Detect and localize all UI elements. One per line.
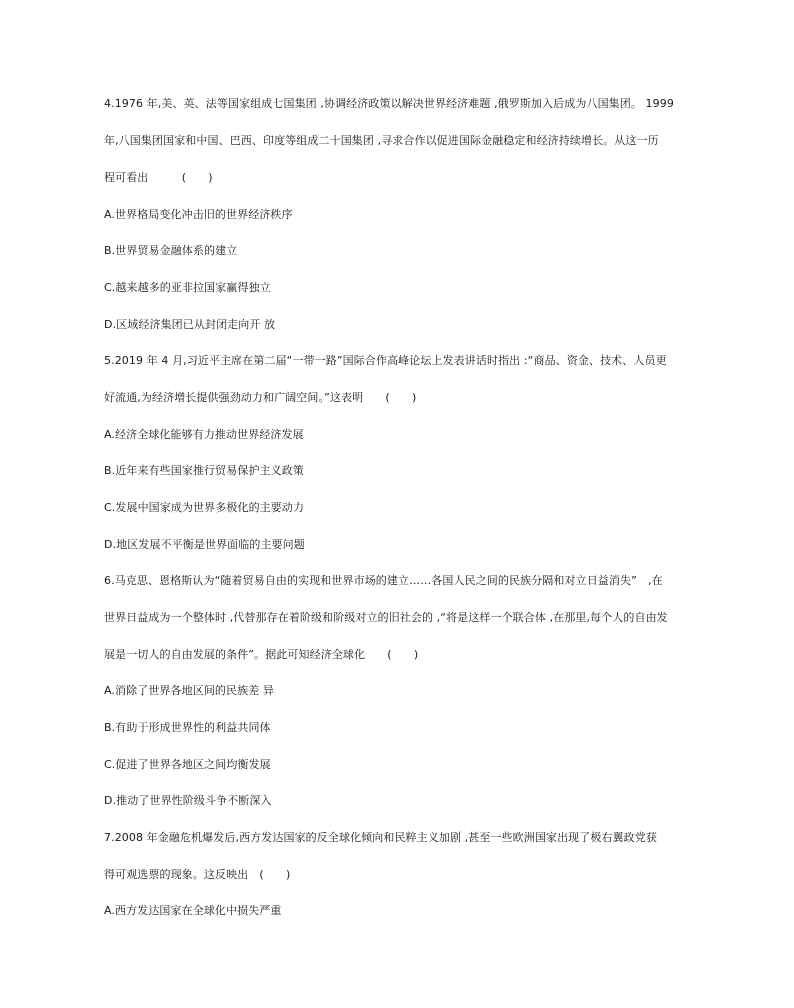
q5-option-b: B.近年来有些国家推行贸易保护主义政策 — [104, 464, 304, 477]
q4-stem-line-3: 程可看出 ( ) — [104, 171, 213, 184]
q7-stem-line-2: 得可观选票的现象。这反映出 ( ) — [104, 868, 291, 881]
q5-option-d: D.地区发展不平衡是世界面临的主要问题 — [104, 538, 305, 551]
q7-stem-line-1: 7.2008 年金融危机爆发后,西方发达国家的反全球化倾向和民粹主义加剧 ,甚至一些欧洲国家出现了极右翼政党获 — [104, 831, 657, 844]
q6-option-c: C.促进了世界各地区之间均衡发展 — [104, 758, 271, 771]
q6-option-d: D.推动了世界性阶级斗争不断深入 — [104, 794, 272, 807]
q6-stem-line-3: 展是一切人的自由发展的条件”。据此可知经济全球化 ( ) — [104, 648, 419, 661]
q5-option-a: A.经济全球化能够有力推动世界经济发展 — [104, 428, 304, 441]
q7-option-a: A.西方发达国家在全球化中损失严重 — [104, 904, 282, 917]
q6-option-b: B.有助于形成世界性的利益共同体 — [104, 721, 271, 734]
q4-stem-line-1: 4.1976 年,美、英、法等国家组成七国集团 ,协调经济政策以解决世界经济难题 ,俄罗斯加入后成为八国集团。 1999 — [104, 97, 674, 110]
q5-option-c: C.发展中国家成为世界多极化的主要动力 — [104, 501, 305, 514]
q6-option-a: A.消除了世界各地区间的民族差 异 — [104, 684, 275, 697]
q4-option-b: B.世界贸易金融体系的建立 — [104, 244, 238, 257]
q5-stem-line-2: 好流通,为经济增长提供强劲动力和广阔空间。”这表明 ( ) — [104, 391, 417, 404]
q5-stem-line-1: 5.2019 年 4 月,习近平主席在第二届“一带一路”国际合作高峰论坛上发表讲话时指出 :“商品、资金、技术、人员更 — [104, 354, 667, 367]
q6-stem-line-1: 6.马克思、恩格斯认为“随着贸易自由的实现和世界市场的建立……各国人民之间的民族分隔和对立日益消失” ,在 — [104, 574, 663, 587]
q4-option-d: D.区域经济集团已从封闭走向开 放 — [104, 318, 276, 331]
q4-option-c: C.越来越多的亚非拉国家赢得独立 — [104, 281, 271, 294]
q4-stem-line-2: 年,八国集团国家和中国、巴西、印度等组成二十国集团 ,寻求合作以促进国际金融稳定和经济持续增长。从这一历 — [104, 134, 659, 147]
q6-stem-line-2: 世界日益成为一个整体时 ,代替那存在着阶级和阶级对立的旧社会的 ,“将是这样一个联合体 ,在那里,每个人的自由发 — [104, 611, 668, 624]
q4-option-a: A.世界格局变化冲击旧的世界经济秩序 — [104, 208, 293, 221]
